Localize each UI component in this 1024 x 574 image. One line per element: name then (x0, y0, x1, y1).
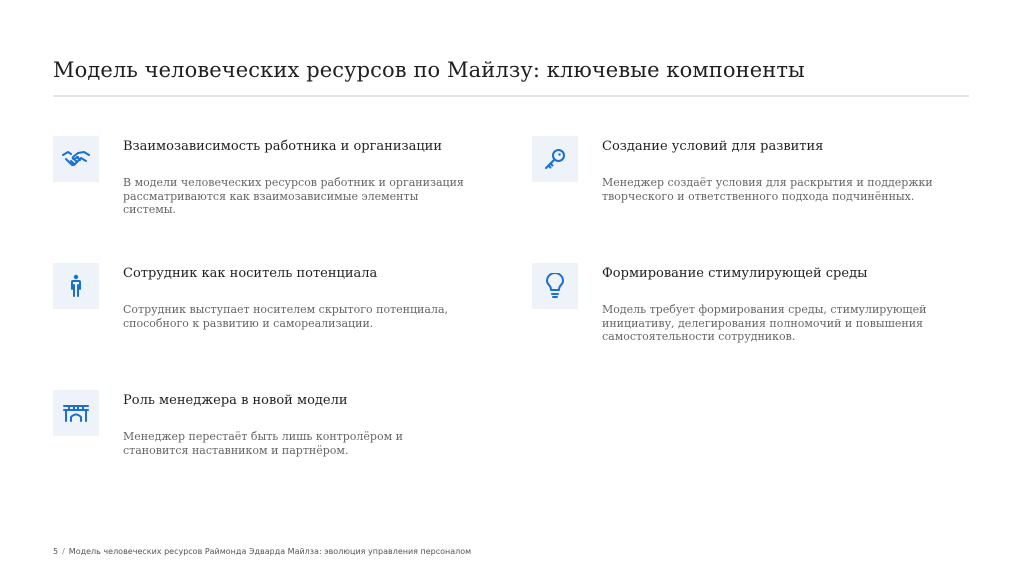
item-description: Менеджер создаёт условия для раскрытия и поддержки творческого и ответственного подхода подчинённых. (602, 176, 933, 203)
footer-separator: / (62, 547, 65, 556)
title-divider (53, 95, 969, 97)
item-heading: Сотрудник как носитель потенциала (123, 266, 378, 281)
key-icon (532, 136, 578, 182)
person-icon (53, 263, 99, 309)
item-description: Модель требует формирования среды, стимулирующей инициативу, делегирования полномочий и повышения самостоятельности сотрудников. (602, 303, 927, 343)
item-heading: Создание условий для развития (602, 139, 824, 154)
handshake-icon (53, 136, 99, 182)
item-heading: Формирование стимулирующей среды (602, 266, 868, 281)
item-heading: Роль менеджера в новой модели (123, 393, 348, 408)
item-description: Сотрудник выступает носителем скрытого потенциала, способного к развитию и самореализации. (123, 303, 448, 330)
component-item-manager-role (53, 390, 473, 490)
slide-title: Модель человеческих ресурсов по Майлзу: ключевые компоненты (53, 58, 805, 82)
footer-text: Модель человеческих ресурсов Раймонда Эдварда Майлза: эволюция управления персоналом (68, 547, 472, 556)
page-number: 5 (53, 547, 59, 556)
item-description: В модели человеческих ресурсов работник и организация рассматриваются как взаимозависимые элементы системы. (123, 176, 464, 216)
component-item-development-conditions (532, 136, 952, 236)
component-item-employee-potential (53, 263, 473, 363)
component-item-stimulating-environment (532, 263, 952, 363)
item-description: Менеджер перестаёт быть лишь контролёром и становится наставником и партнёром. (123, 430, 403, 457)
lightbulb-icon (532, 263, 578, 309)
bridge-icon (53, 390, 99, 436)
item-heading: Взаимозависимость работника и организации (123, 139, 443, 154)
component-item-interdependence (53, 136, 473, 236)
slide-footer (53, 547, 471, 556)
